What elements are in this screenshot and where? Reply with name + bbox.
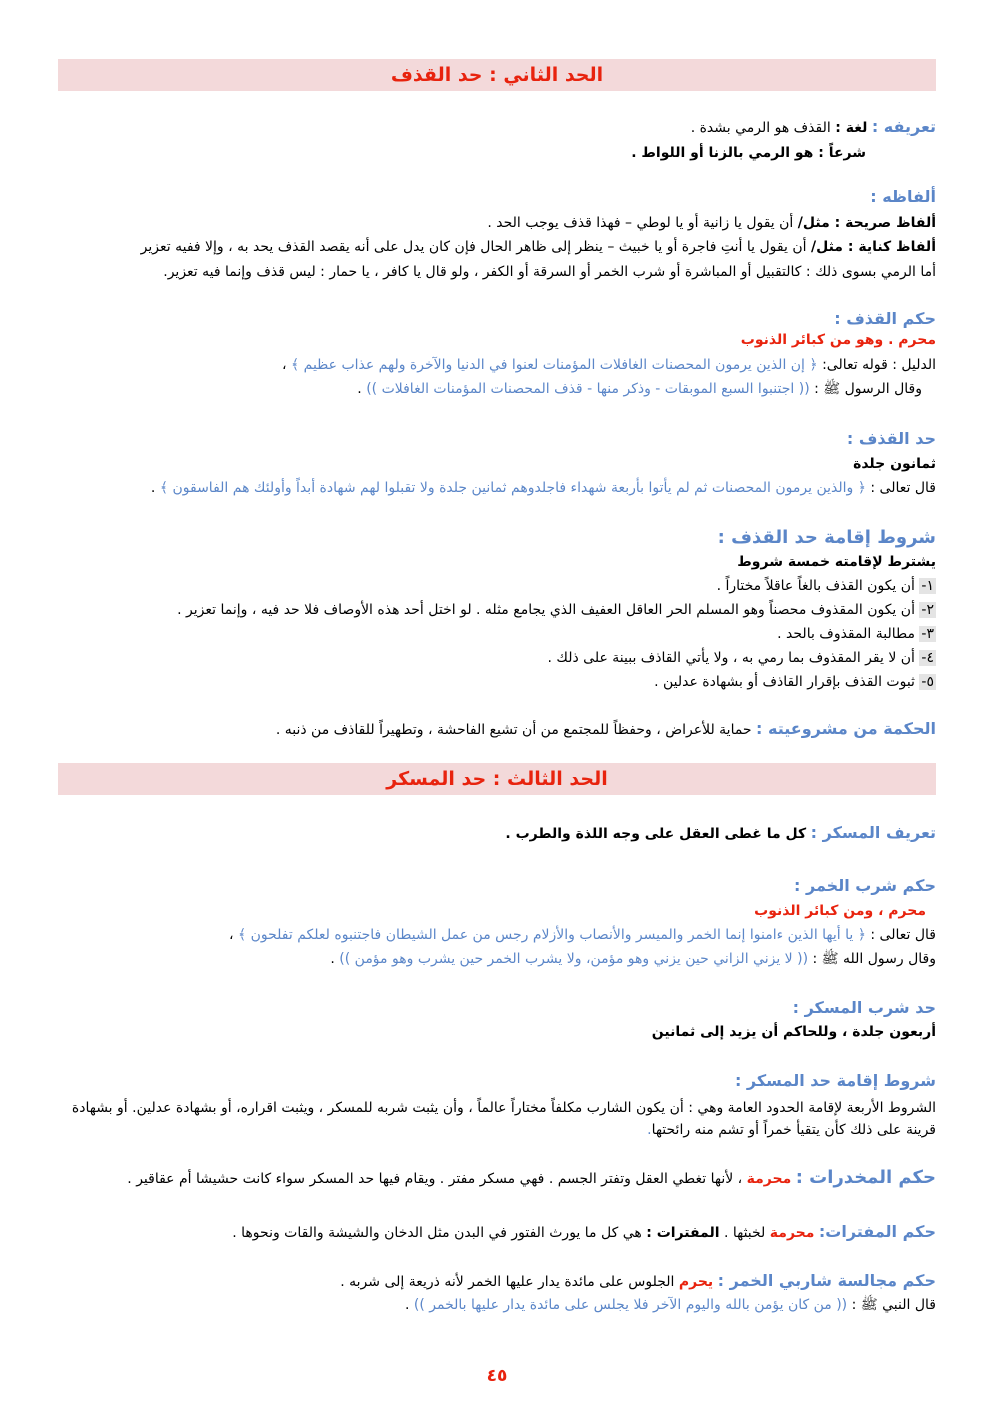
section-title-muskir [58,763,936,795]
shurut-qadhf-intro: يشترط لإقامته خمسة شروط [737,554,936,570]
qadhf-definition: تعريفه : لغة : القذف هو الرمي بشدة . [690,117,936,136]
shart-item: ٤- أن لا يقر المقذوف بما رمي به ، ولا يأتي القاذف ببينة على ذلك . [547,650,934,666]
dalil-hadith: وقال الرسول ﷺ : (( اجتنبوا السبع الموبقات - وذكر منها - قذف المحصنات المؤمنات الغافلات )) . [357,381,922,397]
alfaz-heading: ألفاظه : [870,187,936,206]
mujalasa-hadith: قال النبي ﷺ : (( من كان يؤمن بالله واليوم الآخر فلا يجلس على مائدة يدار عليها بالخمر )) . [405,1297,936,1313]
alfaz-kinaya: ألفاظ كناية : مثل/ أن يقول يا أنتِ فاجرة أو يا خبيث – ينظر إلى ظاهر الحال فإن كان يدل على أنه يقصد القذف يحد به ، وإلا ففيه تعزير [140,239,936,255]
ramy-text: أما الرمي بسوى ذلك : كالتقبيل أو المباشرة أو شرب الخمر أو السرقة أو الكفر ، ولو قال يا كافر ، يا حمار : ليس قذف وإنما فيه تعزير. [163,264,936,280]
hikma: الحكمة من مشروعيته : حماية للأعراض ، وحفظاً للمجتمع من أن تشيع الفاحشة ، وتطهيراً للقاذف من ذنبه . [275,719,936,738]
document-page [58,0,936,1403]
section-title-qadhf [58,59,936,91]
shart-item: ٥- ثبوت القذف بإقرار القاذف أو بشهادة عدلين . [654,674,934,690]
hukm-qadhf-heading: حكم القذف : [834,309,936,328]
shart-item: ٣- مطالبة المقذوف بالحد . [777,626,934,642]
section-title-qadhf-text: الحد الثاني : حد القذف [390,64,604,86]
khamr-ayah: قال تعالى : ﴿ يا أيها الذين ءامنوا إنما الخمر والميسر والأنصاب والأزلام رجس من عمل الشيطان فاجتنبوه لعلكم تفلحون ﴾ ، [228,927,936,943]
page-number: ٤٥ [486,1366,508,1386]
hadd-qadhf-ayah: قال تعالى : ﴿ والذين يرمون المحصنات ثم لم يأتوا بأربعة شهداء فاجلدوهم ثمانين جلدة ولا تقبلوا لهم شهادة أبداً وأولئك هم الفاسقون ﴾ . [150,480,936,496]
mujalasa: حكم مجالسة شاربي الخمر : يحرم الجلوس على مائدة يدار عليها الخمر لأنه ذريعة إلى شربه . [340,1271,936,1290]
hukm-khamr-heading: حكم شرب الخمر : [794,876,936,895]
shurut-muskir: الشروط الأربعة لإقامة الحدود العامة وهي : أن يكون الشارب مكلفاً مختاراً عالماً ، وأن يثبت شربه للمسكر ، ويثبت اقراره، أو بشهادة عدلين. أو بشهادة قرينة على ذلك كأن يتقيأ خمراً أو تشم منه رائحتها. [71,1100,936,1138]
alfaz-sarih: ألفاظ صريحة : مثل/ أن يقول يا زانية أو يا لوطي – فهذا قذف يوجب الحد . [487,215,936,231]
muskir-definition: تعريف المسكر : كل ما غطى العقل على وجه اللذة والطرب . [505,823,936,842]
hadd-muskir-heading: حد شرب المسكر : [792,998,936,1017]
hadd-qadhf: ثمانون جلدة [853,456,936,472]
hadd-qadhf-heading: حد القذف : [846,429,936,448]
hukm-qadhf: محرم . وهو من كبائر الذنوب [740,332,936,348]
section-title-muskir-text: الحد الثالث : حد المسكر [386,768,608,790]
shurut-muskir-heading: شروط إقامة حد المسكر : [734,1071,936,1090]
dalil-ayah: الدليل : قوله تعالى: ﴿ إن الذين يرمون المحصنات الغافلات المؤمنات لعنوا في الدنيا والآخرة ولهم عذاب عظيم ﴾ ، [281,357,936,373]
shurut-qadhf-heading: شروط إقامة حد القذف : [717,527,936,548]
mufattirat: حكم المفترات: محرمة لخبثها . المفترات : هي كل ما يورث الفتور في البدن مثل الدخان والشيشة والقات ونحوها . [232,1222,936,1241]
shart-item: ١- أن يكون القذف بالغاً عاقلاً مختاراً . [716,578,934,594]
shart-item: ٢- أن يكون المقذوف محصناً وهو المسلم الحر العاقل العفيف الذي يجامع مثله . لو اختل أحد هذه الأوصاف فلا حد فيه ، وإنما تعزير . [177,602,934,618]
hadd-muskir: أربعون جلدة ، وللحاكم أن يزيد إلى ثمانين [651,1024,936,1040]
khamr-hadith: وقال رسول الله ﷺ : (( لا يزني الزاني حين يزني وهو مؤمن، ولا يشرب الخمر حين يشرب وهو مؤمن )) . [330,951,936,967]
qadhf-sharia-definition: شرعاً : هو الرمي بالزنا أو اللواط . [631,145,866,161]
hukm-khamr: محرم ، ومن كبائر الذنوب [754,903,926,919]
mukhaddirat: حكم المخدرات : محرمة ، لأنها تغطي العقل وتفتر الجسم . فهي مسكر مفتر . ويقام فيها حد المسكر سواء كانت حشيشا أم عقاقير . [127,1167,936,1188]
